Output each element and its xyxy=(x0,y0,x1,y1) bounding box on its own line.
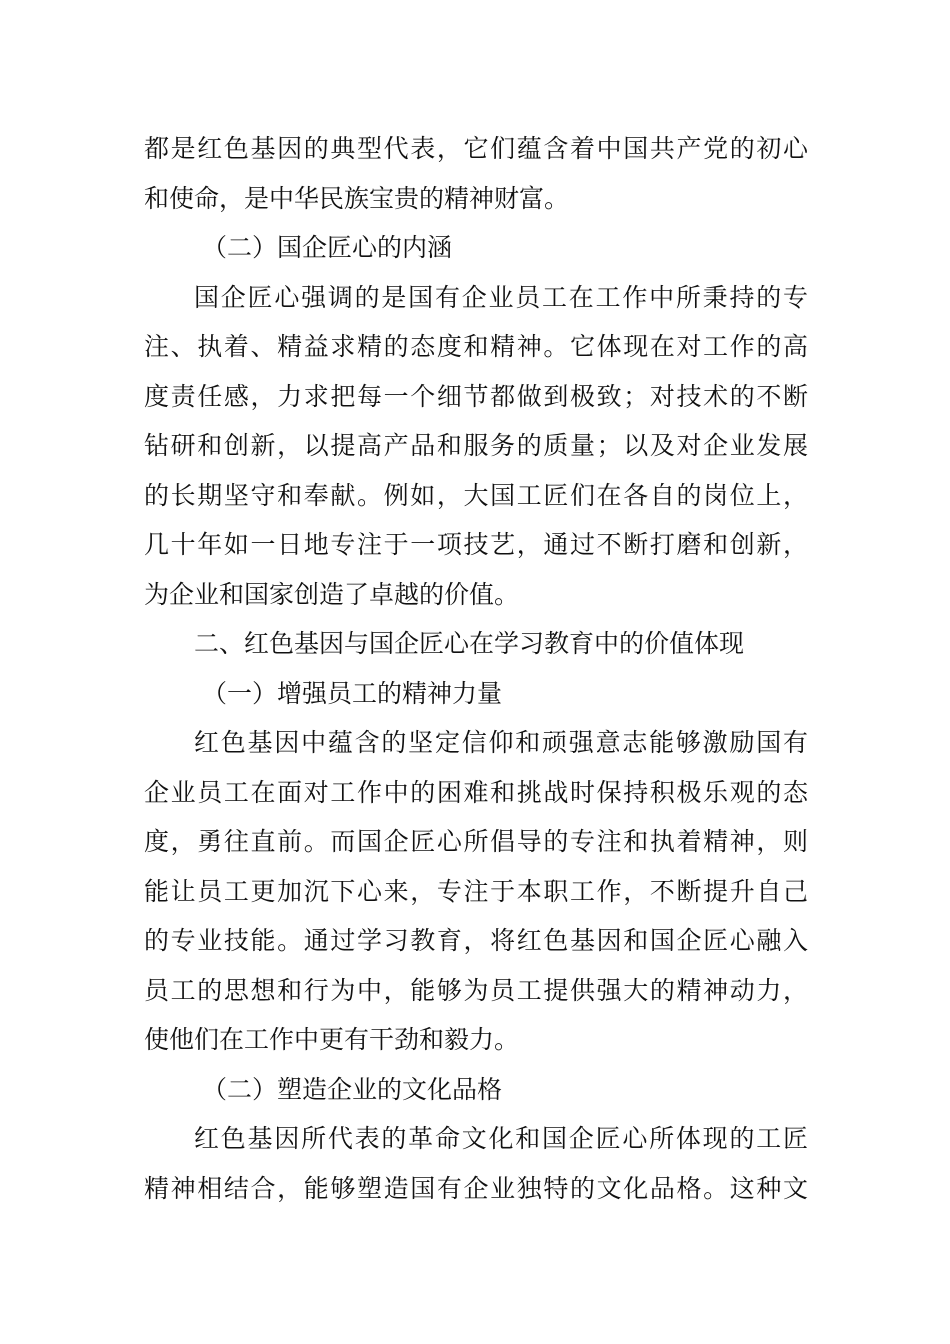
paragraph-line: 都是红色基因的典型代表，它们蕴含着中国共产党的初心 xyxy=(144,134,808,163)
paragraph-line: 为企业和国家创造了卓越的价值。 xyxy=(144,579,520,609)
section-heading: （一）增强员工的精神力量 xyxy=(202,678,503,708)
paragraph-line: 的专业技能。通过学习教育，将红色基因和国企匠心融入 xyxy=(144,926,808,955)
paragraph-line: 使他们在工作中更有干劲和毅力。 xyxy=(144,1025,520,1054)
paragraph-line: 红色基因所代表的革命文化和国企匠心所体现的工匠 xyxy=(194,1124,808,1153)
document-body xyxy=(144,124,808,1213)
paragraph-line: 钻研和创新，以提高产品和服务的质量；以及对企业发展 xyxy=(144,431,808,460)
section-heading: （二）塑造企业的文化品格 xyxy=(202,1074,503,1104)
paragraph-line: 注、执着、精益求精的态度和精神。它体现在对工作的高 xyxy=(144,332,808,361)
paragraph-line: 几十年如一日地专注于一项技艺，通过不断打磨和创新， xyxy=(144,530,808,559)
paragraph-line: 度责任感，力求把每一个细节都做到极致；对技术的不断 xyxy=(144,381,808,411)
section-heading: （二）国企匠心的内涵 xyxy=(202,233,453,262)
chapter-heading: 二、红色基因与国企匠心在学习教育中的价值体现 xyxy=(194,629,745,658)
paragraph-line: 国企匠心强调的是国有企业员工在工作中所秉持的专 xyxy=(194,282,808,312)
paragraph-line: 精神相结合，能够塑造国有企业独特的文化品格。这种文 xyxy=(144,1173,808,1203)
paragraph-line: 的长期坚守和奉献。例如，大国工匠们在各自的岗位上， xyxy=(144,480,808,510)
paragraph-line: 企业员工在面对工作中的困难和挑战时保持积极乐观的态 xyxy=(144,777,808,807)
paragraph-line: 度，勇往直前。而国企匠心所倡导的专注和执着精神，则 xyxy=(144,827,808,856)
paragraph-line: 红色基因中蕴含的坚定信仰和顽强意志能够激励国有 xyxy=(194,728,808,757)
paragraph-line: 员工的思想和行为中，能够为员工提供强大的精神动力， xyxy=(144,975,808,1005)
paragraph-line: 和使命，是中华民族宝贵的精神财富。 xyxy=(144,183,570,213)
paragraph-line: 能让员工更加沉下心来，专注于本职工作，不断提升自己 xyxy=(144,876,808,906)
